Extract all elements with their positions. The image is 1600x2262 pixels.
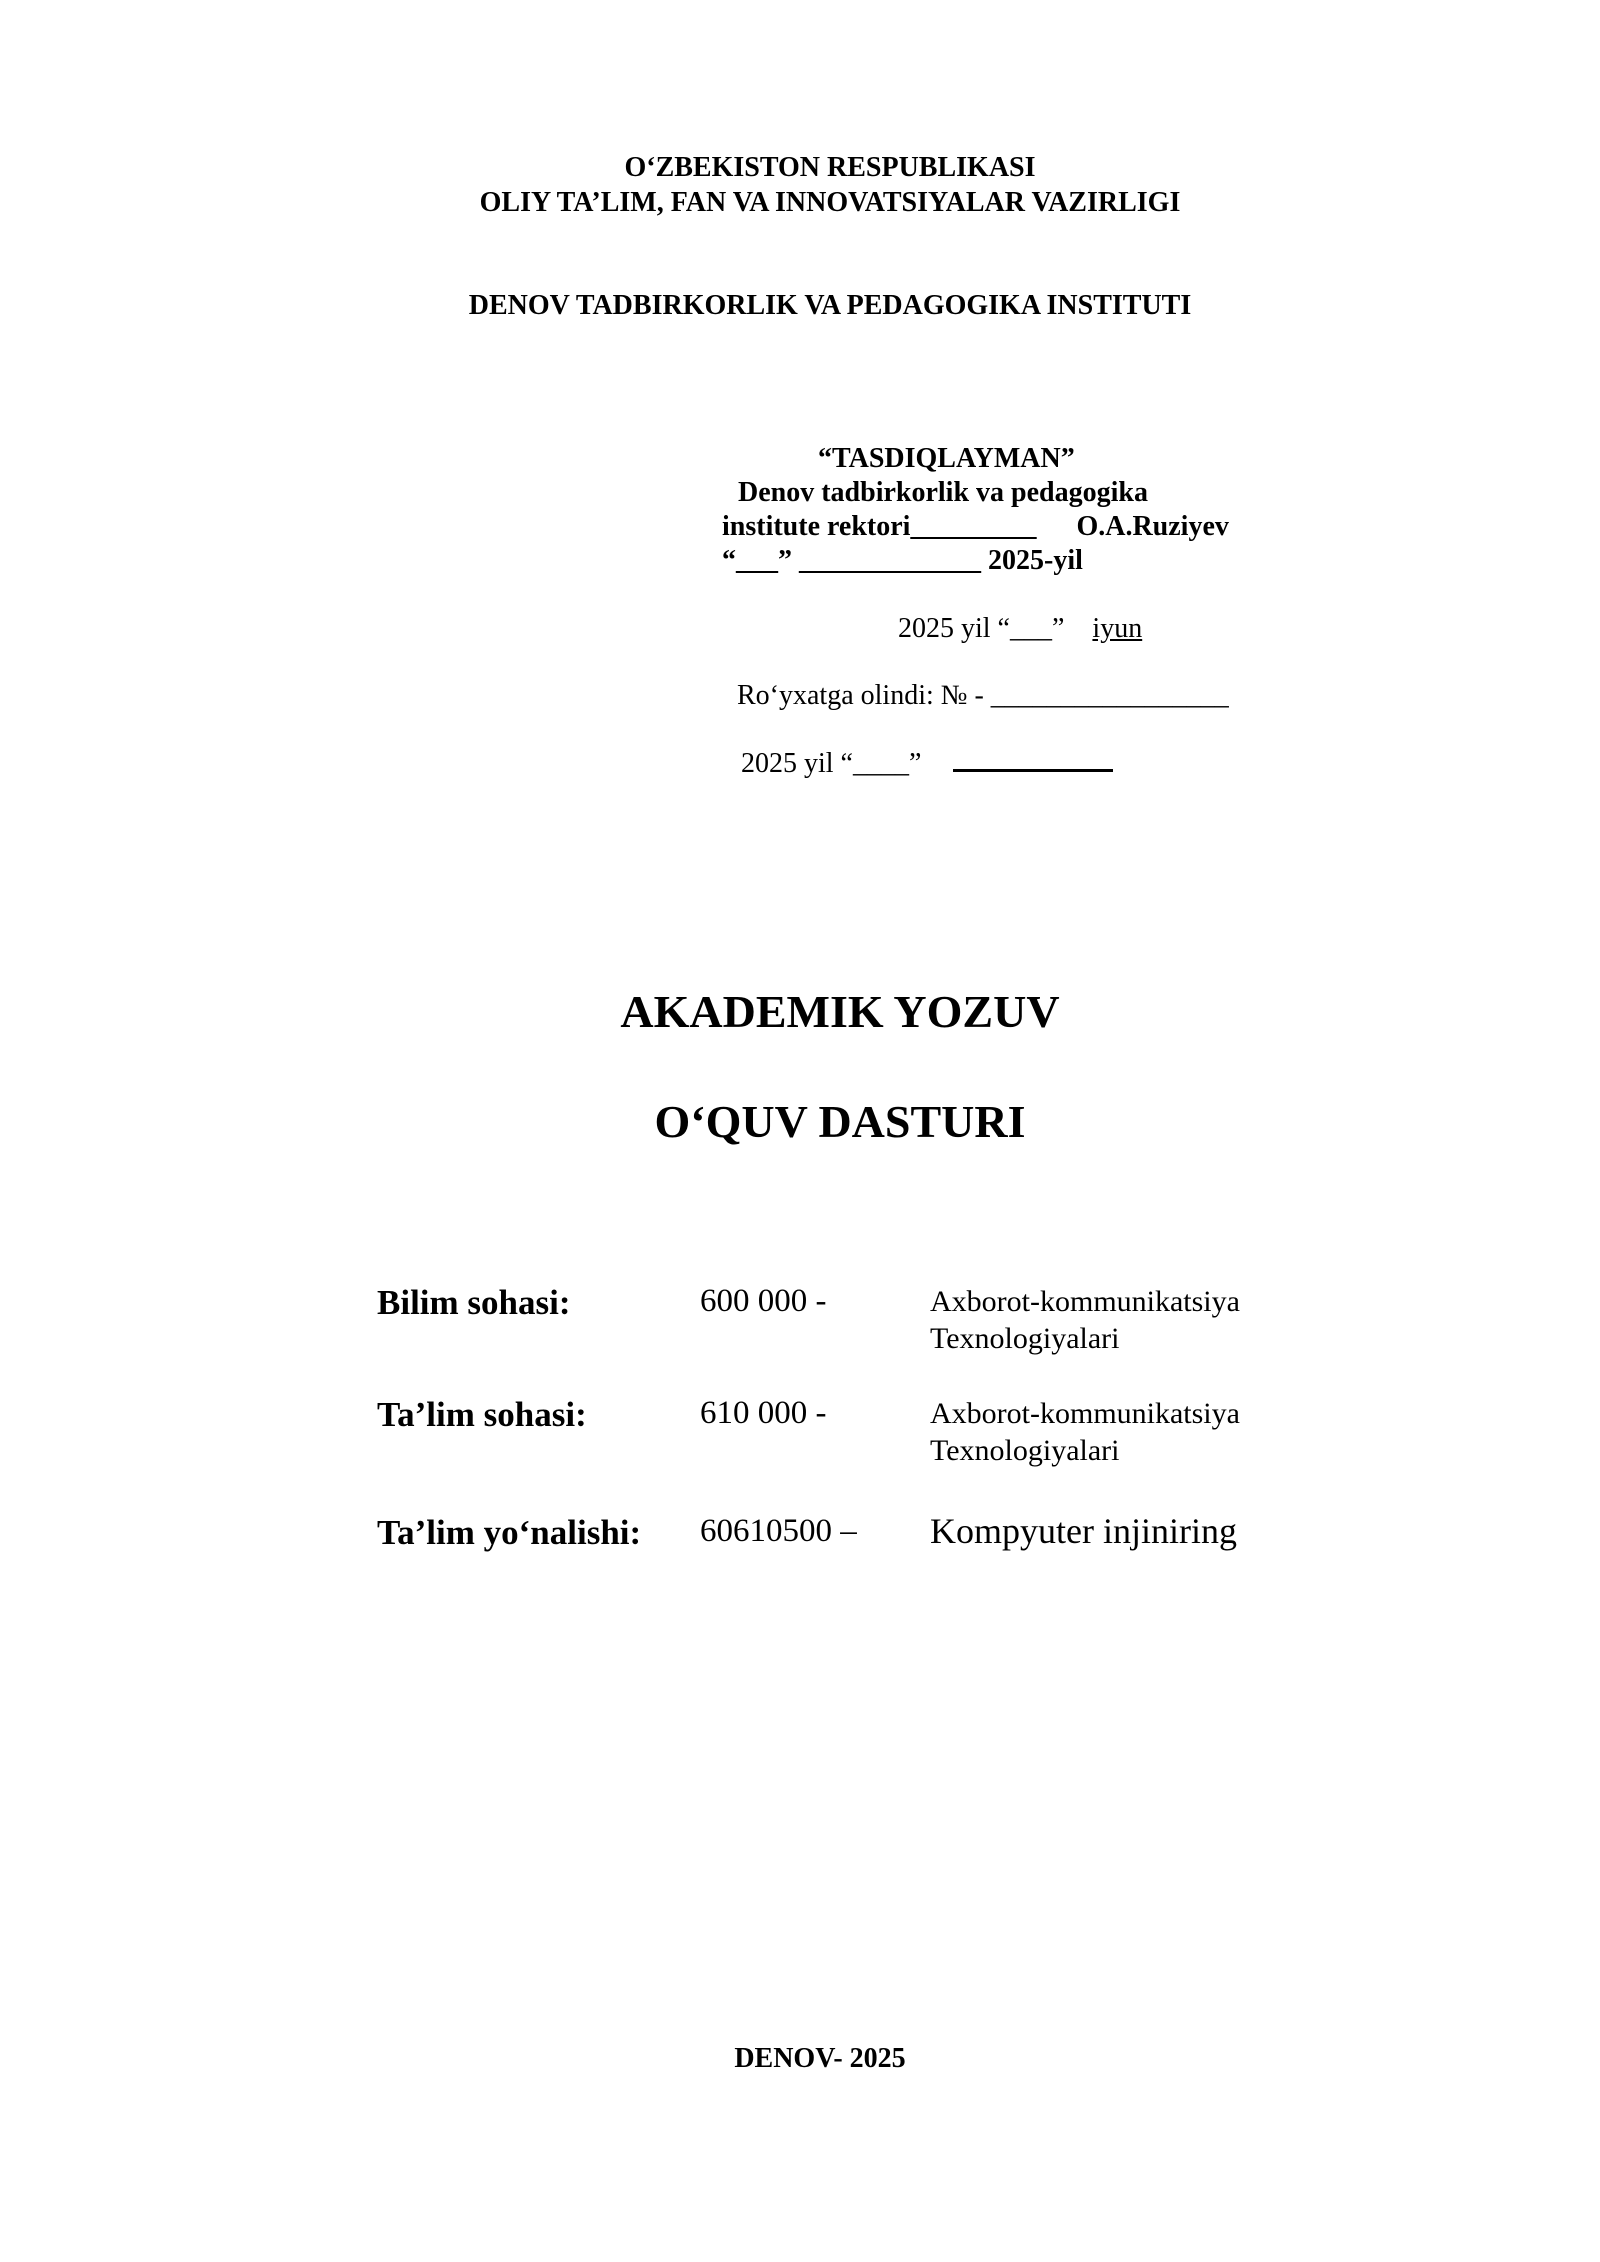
registration-year-text: 2025 yil “____” — [741, 748, 922, 779]
field-code-knowledge-area: 600 000 - — [700, 1283, 827, 1319]
registration-date-prefix: 2025 yil “___” — [898, 613, 1065, 644]
ministry-name-line: OLIY TA’LIM, FAN VA INNOVATSIYALAR VAZIRLIGI — [479, 187, 1181, 218]
institute-name: DENOV TADBIRKORLIK VA PEDAGOGIKA INSTITUTI — [468, 290, 1192, 321]
footer-place-year: DENOV- 2025 — [734, 2043, 906, 2074]
registration-year-line — [741, 748, 1113, 780]
registration-month: iyun — [1092, 613, 1143, 644]
field-name-education-direction: Kompyuter injiniring — [930, 1511, 1237, 1551]
registration-number-line: Ro‘yxatga olindi: № - _________________ — [737, 680, 1229, 711]
field-code-education-direction: 60610500 – — [700, 1513, 857, 1549]
registration-date — [898, 613, 1142, 645]
approval-title: “TASDIQLAYMAN” — [818, 443, 1075, 474]
rector-signature-line: institute rektori_________ — [722, 511, 1037, 542]
approval-date-line: “___” _____________ 2025-yil — [722, 545, 1083, 576]
field-label-education-direction: Ta’lim yo‘nalishi: — [377, 1513, 642, 1552]
registration-blank-rule — [953, 769, 1113, 772]
approval-line-2 — [722, 511, 1229, 543]
document-subtitle: O‘QUV DASTURI — [654, 1096, 1026, 1147]
field-name-education-area: Axborot-kommunikatsiya Texnologiyalari — [930, 1397, 1240, 1467]
approval-line-1: Denov tadbirkorlik va pedagogika — [738, 477, 1148, 508]
rector-name: O.A.Ruziyev — [1076, 511, 1229, 542]
ministry-country-line: O‘ZBEKISTON RESPUBLIKASI — [624, 152, 1036, 183]
document-title: AKADEMIK YOZUV — [620, 986, 1060, 1037]
field-label-knowledge-area: Bilim sohasi: — [377, 1283, 571, 1322]
field-label-education-area: Ta’lim sohasi: — [377, 1395, 587, 1434]
field-code-education-area: 610 000 - — [700, 1395, 827, 1431]
field-name-knowledge-area: Axborot-kommunikatsiya Texnologiyalari — [930, 1285, 1240, 1355]
